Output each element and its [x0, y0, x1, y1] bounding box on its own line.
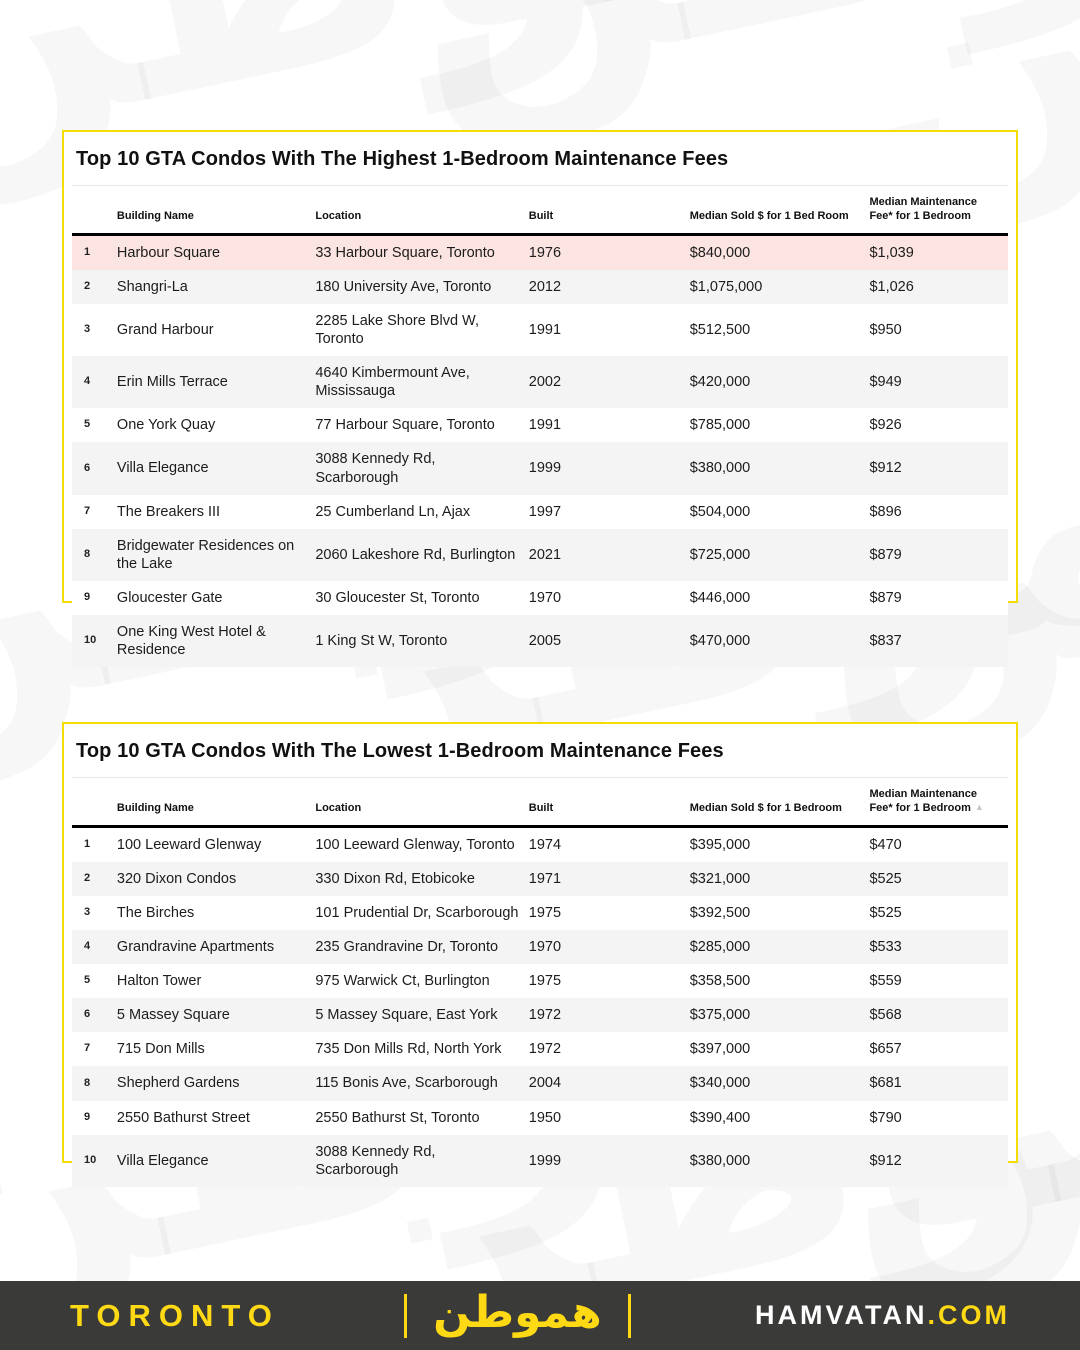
built-cell: 2004: [528, 1075, 562, 1092]
rank-cell: 1: [84, 245, 91, 258]
building-name-cell: The Breakers III: [116, 503, 221, 520]
maintenance-fee-cell: $1,026: [869, 278, 914, 295]
table-row: [72, 495, 1008, 529]
footer-divider-right: [628, 1294, 631, 1338]
location-cell: 2285 Lake Shore Blvd W, Toronto: [315, 312, 479, 347]
maintenance-fee-cell: $837: [869, 633, 902, 650]
maintenance-fee-cell: $790: [869, 1109, 902, 1126]
location-cell: 4640 Kimbermount Ave, Mississauga: [315, 365, 470, 400]
location-cell: 115 Bonis Ave, Scarborough: [315, 1075, 498, 1092]
maintenance-fee-cell: $879: [869, 546, 902, 563]
location-cell: 101 Prudential Dr, Scarborough: [315, 904, 519, 921]
maintenance-fee-cell: $896: [869, 503, 902, 520]
rank-cell: 7: [84, 504, 91, 517]
building-name-cell: Villa Elegance: [116, 1152, 209, 1169]
table-row: [72, 304, 1008, 356]
building-name-cell: Gloucester Gate: [116, 590, 223, 606]
maintenance-fee-cell: $912: [869, 460, 902, 477]
built-cell: 1999: [528, 460, 562, 477]
table-row: [72, 826, 1008, 862]
footer-divider-left: [404, 1294, 407, 1338]
built-cell: 2021: [528, 546, 562, 563]
building-name-cell: Villa Elegance: [116, 460, 209, 477]
built-cell: 1972: [528, 1007, 562, 1024]
rank-cell: 10: [84, 1153, 97, 1166]
rank-cell: 6: [84, 1008, 91, 1021]
built-cell: 2012: [528, 278, 562, 295]
rank-cell: 8: [84, 1076, 91, 1089]
location-cell: 1 King St W, Toronto: [315, 633, 448, 650]
location-cell: 2060 Lakeshore Rd, Burlington: [315, 546, 516, 563]
location-cell: 5 Massey Square, East York: [315, 1007, 498, 1024]
building-name-cell: 320 Dixon Condos: [116, 870, 237, 887]
building-name-cell: One King West Hotel & Residence: [116, 624, 266, 659]
table-row: [72, 1135, 1008, 1187]
maintenance-fee-cell: $525: [869, 904, 902, 921]
footer-bar: [0, 1281, 1080, 1350]
column-header-maintenance-fee-cell[interactable]: Median Maintenance Fee* for 1 Bedroom: [869, 186, 1008, 235]
building-name-cell: Shangri-La: [116, 278, 188, 295]
location-cell: 25 Cumberland Ln, Ajax: [315, 503, 471, 520]
table-row: [72, 1032, 1008, 1066]
location-cell: 2550 Bathurst St, Toronto: [315, 1109, 480, 1126]
median-sold-cell: $395,000: [689, 836, 751, 853]
rank-cell: 2: [84, 871, 91, 884]
built-cell: 1972: [528, 1041, 562, 1058]
highest-fees-title: Top 10 GTA Condos With The Highest 1-Bedroom Maintenance Fees: [76, 148, 729, 170]
median-sold-cell: $504,000: [689, 503, 751, 520]
rank-cell: 9: [84, 591, 91, 604]
median-sold-cell: $321,000: [689, 870, 751, 887]
rank-cell: 8: [84, 548, 91, 560]
table-row: [72, 615, 1008, 667]
built-cell: 1950: [528, 1109, 562, 1126]
built-cell: 1976: [528, 244, 562, 261]
hamvatan-logo: هموطن: [433, 1286, 602, 1338]
table-row: [72, 964, 1008, 998]
maintenance-fee-cell: $912: [869, 1152, 902, 1169]
median-sold-cell: $358,500: [689, 973, 751, 989]
table-row: [72, 930, 1008, 964]
location-cell: 3088 Kennedy Rd, Scarborough: [315, 451, 436, 486]
building-name-cell: Shepherd Gardens: [116, 1075, 240, 1092]
median-sold-cell: $390,400: [689, 1109, 751, 1126]
highest-fees-card: [62, 130, 1018, 659]
rank-cell: 10: [84, 634, 97, 647]
table-row: [72, 442, 1008, 494]
median-sold-cell: $840,000: [689, 244, 751, 261]
table-row: [72, 862, 1008, 896]
median-sold-cell: $397,000: [689, 1041, 751, 1058]
column-header-location-cell[interactable]: Location: [315, 186, 528, 235]
median-sold-cell: $340,000: [689, 1075, 751, 1092]
table-row: [72, 234, 1008, 270]
table-row: [72, 529, 1008, 581]
building-name-cell: 5 Massey Square: [116, 1007, 230, 1024]
maintenance-fee-cell: $657: [869, 1041, 902, 1058]
column-header-built-cell[interactable]: Built: [529, 186, 690, 235]
built-cell: 1991: [528, 417, 562, 434]
maintenance-fee-cell: $1,039: [869, 244, 914, 261]
location-cell: 735 Don Mills Rd, North York: [315, 1041, 502, 1058]
built-cell: 2005: [528, 633, 562, 650]
building-name-cell: Grandravine Apartments: [116, 938, 275, 955]
building-name-cell: 2550 Bathurst Street: [116, 1109, 250, 1126]
location-cell: 330 Dixon Rd, Etobicoke: [315, 870, 475, 887]
maintenance-fee-cell: $533: [869, 938, 902, 955]
hamvatan-watermark: [371, 0, 1080, 141]
maintenance-fee-cell: $559: [869, 973, 902, 989]
building-name-cell: Bridgewater Residences on the Lake: [116, 537, 295, 572]
median-sold-cell: $785,000: [689, 417, 751, 434]
table-row: [72, 581, 1008, 615]
median-sold-cell: $725,000: [689, 546, 751, 563]
building-name-cell: Grand Harbour: [116, 321, 214, 338]
median-sold-cell: $470,000: [689, 633, 751, 650]
column-header-building-name-cell[interactable]: Building Name: [117, 186, 315, 235]
table-header-row: [72, 186, 1008, 235]
built-cell: 1971: [528, 870, 562, 887]
built-cell: 1975: [528, 973, 562, 989]
rank-cell: 9: [84, 1110, 91, 1123]
median-sold-cell: $420,000: [689, 374, 751, 391]
maintenance-fee-cell: $470: [869, 836, 902, 853]
rank-cell: 4: [84, 940, 91, 953]
rank-cell: 4: [84, 375, 91, 388]
lowest-fees-table: [72, 777, 1008, 1187]
median-sold-cell: $392,500: [689, 904, 751, 921]
sort-ascending-icon[interactable]: ▲: [974, 801, 984, 812]
maintenance-fee-cell: $949: [869, 374, 902, 391]
location-cell: 235 Grandravine Dr, Toronto: [315, 938, 499, 955]
column-header-location-cell[interactable]: Location: [315, 778, 528, 827]
location-cell: 180 University Ave, Toronto: [315, 278, 492, 295]
built-cell: 1970: [528, 938, 562, 955]
location-cell: 77 Harbour Square, Toronto: [315, 417, 495, 434]
column-header-median-sold-cell[interactable]: Median Sold $ for 1 Bed Room: [690, 186, 870, 235]
rank-cell: 1: [84, 837, 91, 850]
column-header-median-sold-cell[interactable]: Median Sold $ for 1 Bedroom: [690, 778, 870, 827]
building-name-cell: 100 Leeward Glenway: [116, 836, 262, 853]
built-cell: 1991: [528, 321, 562, 338]
site-tld-text: .COM: [927, 1300, 1010, 1330]
maintenance-fee-cell: $879: [869, 590, 902, 606]
table-header-row: [72, 778, 1008, 827]
built-cell: 1975: [528, 904, 562, 921]
maintenance-fee-cell: $926: [869, 417, 902, 434]
median-sold-cell: $1,075,000: [689, 278, 763, 295]
footer-logo-group: [404, 1286, 631, 1338]
rank-cell: 3: [84, 905, 91, 918]
column-header-building-name-cell[interactable]: Building Name: [117, 778, 315, 827]
median-sold-cell: $512,500: [689, 321, 751, 338]
location-cell: 30 Gloucester St, Toronto: [315, 590, 480, 606]
maintenance-fee-cell: $525: [869, 870, 902, 887]
location-cell: 3088 Kennedy Rd, Scarborough: [315, 1143, 436, 1178]
column-header-rank-cell[interactable]: [72, 186, 117, 235]
built-cell: 1997: [528, 503, 562, 520]
table-row: [72, 896, 1008, 930]
rank-cell: 2: [84, 279, 91, 292]
built-cell: 1974: [528, 836, 562, 853]
rank-cell: 5: [84, 974, 91, 987]
median-sold-cell: $380,000: [689, 1152, 751, 1169]
lowest-fees-title: Top 10 GTA Condos With The Lowest 1-Bedroom Maintenance Fees: [76, 740, 724, 762]
footer-site-url: [755, 1300, 1010, 1331]
rank-cell: 6: [84, 461, 91, 474]
median-sold-cell: $380,000: [689, 460, 751, 477]
column-header-built-cell[interactable]: Built: [529, 778, 690, 827]
lowest-fees-card: [62, 722, 1018, 1178]
table-row: [72, 270, 1008, 304]
site-name-text: HAMVATAN: [755, 1300, 928, 1330]
built-cell: 1970: [528, 590, 562, 606]
column-header-maintenance-fee-cell[interactable]: Median Maintenance Fee* for 1 Bedroom ▲: [869, 778, 1008, 827]
footer-city-label: TORONTO: [70, 1297, 280, 1333]
median-sold-cell: $375,000: [689, 1007, 751, 1024]
location-cell: 33 Harbour Square, Toronto: [315, 244, 495, 261]
location-cell: 975 Warwick Ct, Burlington: [315, 973, 490, 989]
table-row: [72, 1101, 1008, 1135]
maintenance-fee-cell: $681: [869, 1075, 902, 1092]
table-row: [72, 356, 1008, 408]
table-row: [72, 1066, 1008, 1100]
rank-cell: 5: [84, 418, 91, 431]
building-name-cell: Harbour Square: [116, 244, 221, 261]
built-cell: 2002: [528, 374, 562, 391]
rank-cell: 3: [84, 323, 91, 335]
median-sold-cell: $446,000: [689, 590, 751, 606]
median-sold-cell: $285,000: [689, 938, 751, 955]
table-row: [72, 408, 1008, 442]
table-row: [72, 998, 1008, 1032]
building-name-cell: One York Quay: [116, 417, 216, 434]
location-cell: 100 Leeward Glenway, Toronto: [315, 836, 515, 853]
building-name-cell: 715 Don Mills: [116, 1041, 205, 1058]
building-name-cell: The Birches: [116, 904, 195, 921]
column-header-rank-cell[interactable]: [72, 778, 117, 827]
maintenance-fee-cell: $568: [869, 1007, 902, 1024]
building-name-cell: Halton Tower: [116, 973, 202, 989]
built-cell: 1999: [528, 1152, 562, 1169]
highest-fees-table: [72, 185, 1008, 667]
maintenance-fee-cell: $950: [869, 321, 902, 338]
building-name-cell: Erin Mills Terrace: [116, 374, 228, 391]
rank-cell: 7: [84, 1042, 91, 1055]
